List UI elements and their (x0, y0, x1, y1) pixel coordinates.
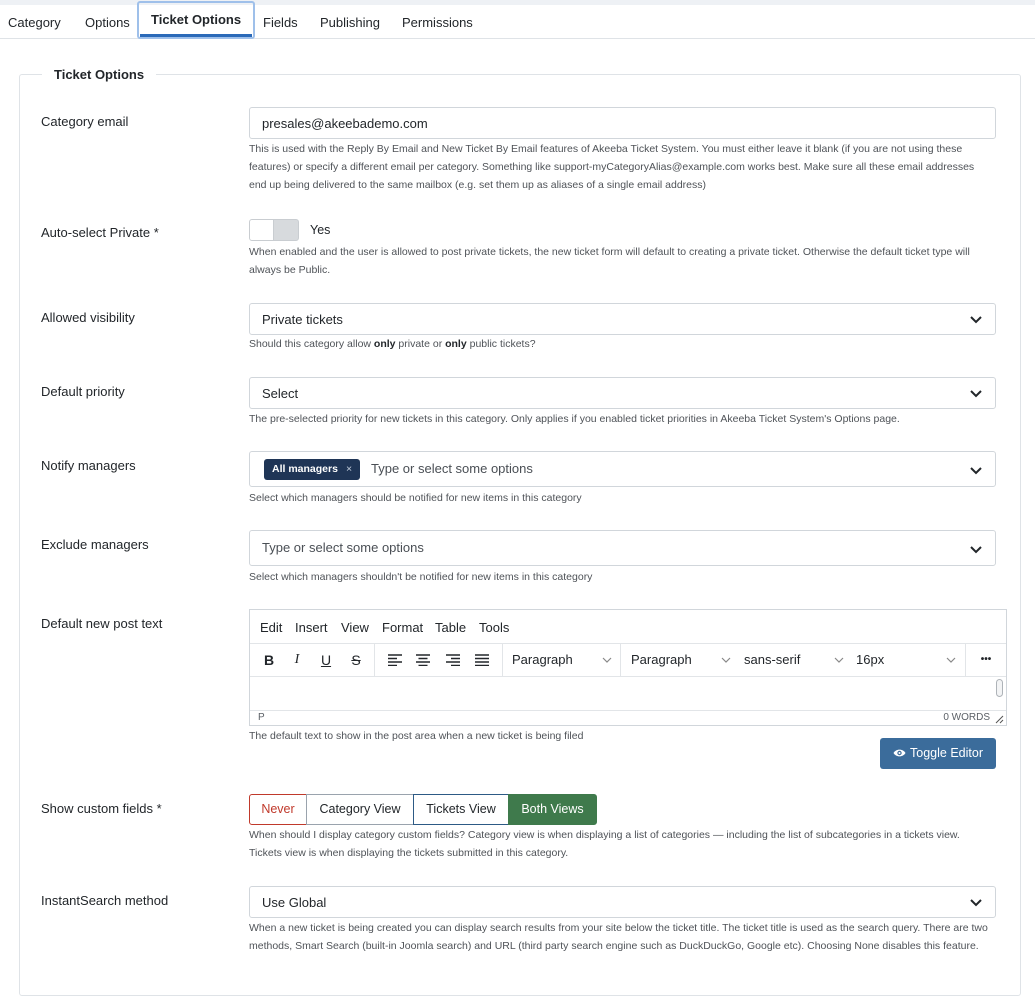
tab-bar (0, 5, 1035, 39)
notify-managers-label: Notify managers (41, 458, 136, 473)
option-tickets-view[interactable]: Tickets View (413, 794, 509, 825)
help-text: private or (395, 338, 446, 350)
editor-menubar (250, 610, 1006, 644)
tab-options[interactable]: Options (85, 15, 130, 30)
menu-edit[interactable]: Edit (260, 620, 283, 635)
exclude-managers-help: Select which managers shouldn't be notified for new items in this category (249, 571, 593, 583)
font-size-value: 16px (856, 652, 885, 667)
default-priority-select[interactable] (249, 377, 996, 409)
chevron-down-icon (969, 542, 983, 556)
default-priority-help: The pre-selected priority for new tickets in this category. Only applies if you enabled ticket priorities in Akeeba Ticket System's Options page. (249, 413, 900, 425)
paragraph-select[interactable] (631, 644, 731, 676)
editor-content-area[interactable] (250, 677, 1006, 710)
chevron-down-icon (946, 656, 956, 664)
toggle-knob (250, 220, 274, 240)
help-bold: only (373, 338, 396, 350)
toggle-editor-button[interactable] (880, 738, 996, 769)
align-right-icon[interactable] (442, 644, 464, 676)
allowed-visibility-select[interactable] (249, 303, 996, 335)
auto-select-private-toggle[interactable] (249, 219, 299, 241)
rich-text-editor (249, 609, 1007, 726)
option-category-view[interactable]: Category View (306, 794, 414, 825)
paragraph-value: Paragraph (631, 652, 692, 667)
block-format-select[interactable] (512, 644, 612, 676)
editor-scrollbar[interactable] (996, 679, 1003, 697)
instant-search-label: InstantSearch method (41, 893, 169, 908)
chevron-down-icon (969, 895, 983, 909)
show-custom-fields-label: Show custom fields * (41, 801, 162, 816)
chevron-down-icon (721, 656, 731, 664)
menu-insert[interactable]: Insert (295, 620, 328, 635)
category-email-help: This is used with the Reply By Email and New Ticket By Email features of Akeeba Ticket System. You must either leave it blank (if you are not using these features) or specify a different email per category. Something like support-myCategoryAlias@example.com works best. Make sure all these email addresses end up being delivered to the same mailbox (e.g. set them up as aliases of a single email address) (249, 143, 975, 191)
notify-managers-help: Select which managers should be notified for new items in this category (249, 492, 582, 504)
toggle-editor-label: Toggle Editor (910, 746, 983, 760)
notify-managers-placeholder[interactable]: Type or select some options (371, 461, 533, 476)
word-count[interactable]: 0 WORDS (943, 712, 990, 723)
more-icon[interactable]: ••• (980, 654, 992, 665)
active-tab-underline (140, 34, 252, 37)
instant-search-select[interactable] (249, 886, 996, 918)
show-custom-fields-help: When should I display category custom fields? Category view is when displaying a list of categories — including the list of subcategories in a tickets view. Tickets view is when displaying the tickets submitted in this category. (249, 829, 960, 859)
help-text: public tickets? (466, 338, 536, 350)
category-email-value: presales@akeebademo.com (262, 116, 428, 131)
tab-fields[interactable]: Fields (263, 15, 298, 30)
align-left-icon[interactable] (384, 644, 406, 676)
align-center-icon[interactable] (412, 644, 434, 676)
chevron-down-icon (969, 463, 983, 477)
chevron-down-icon (969, 386, 983, 400)
auto-select-private-label: Auto-select Private * (41, 225, 159, 240)
chip-remove-icon[interactable]: × (345, 463, 353, 475)
toolbar-separator (502, 644, 503, 676)
menu-tools[interactable]: Tools (479, 620, 510, 635)
italic-button[interactable]: I (294, 652, 300, 667)
instant-search-help: When a new ticket is being created you can display search results from your site below the ticket title. The ticket title is used as the search query. There are two methods, Smart Search (built-in Joomla search) and URL (third party search engine such as DuckDuckGo, Google etc). Choosing None disables this feature. (249, 922, 988, 952)
option-never[interactable]: Never (249, 794, 307, 825)
notify-managers-select[interactable] (249, 451, 996, 487)
default-post-text-label: Default new post text (41, 616, 163, 631)
bold-button[interactable]: B (263, 652, 275, 668)
tab-publishing[interactable]: Publishing (320, 15, 380, 30)
category-email-label: Category email (41, 114, 129, 129)
resize-handle-icon[interactable] (995, 715, 1004, 724)
underline-button[interactable]: U (320, 652, 332, 668)
manager-chip (264, 459, 360, 480)
font-size-select[interactable] (856, 644, 956, 676)
toolbar-separator (965, 644, 966, 676)
exclude-managers-select[interactable] (249, 530, 996, 566)
eye-icon (893, 748, 906, 758)
exclude-managers-placeholder[interactable]: Type or select some options (262, 540, 424, 555)
tab-category[interactable]: Category (8, 15, 61, 30)
category-email-input[interactable] (249, 107, 996, 139)
default-post-text-help: The default text to show in the post area when a new ticket is being filed (249, 730, 584, 742)
toolbar-separator (620, 644, 621, 676)
font-family-value: sans-serif (744, 652, 801, 667)
allowed-visibility-label: Allowed visibility (41, 310, 135, 325)
help-bold: only (445, 338, 467, 350)
element-path[interactable]: P (258, 712, 265, 723)
fieldset-legend: Ticket Options (42, 67, 156, 82)
align-justify-icon[interactable] (471, 644, 493, 676)
toolbar-separator (374, 644, 375, 676)
chip-label: All managers (272, 463, 338, 475)
editor-toolbar (250, 644, 1006, 677)
chevron-down-icon (969, 312, 983, 326)
menu-view[interactable]: View (341, 620, 369, 635)
help-text: Should this category allow (249, 338, 374, 350)
chevron-down-icon (602, 656, 612, 664)
block-format-value: Paragraph (512, 652, 573, 667)
option-both-views[interactable]: Both Views (508, 794, 597, 825)
allowed-visibility-help (249, 335, 994, 353)
chevron-down-icon (834, 656, 844, 664)
menu-format[interactable]: Format (382, 620, 424, 635)
allowed-visibility-value: Private tickets (262, 312, 343, 327)
exclude-managers-label: Exclude managers (41, 537, 149, 552)
default-priority-value: Select (262, 386, 299, 401)
tab-permissions[interactable]: Permissions (402, 15, 473, 30)
auto-select-private-help: When enabled and the user is allowed to post private tickets, the new ticket form will default to creating a private ticket. Otherwise the default ticket type will always be Public. (249, 246, 970, 276)
tab-ticket-options[interactable] (137, 1, 255, 39)
tab-ticket-options-label: Ticket Options (151, 12, 242, 27)
font-family-select[interactable] (744, 644, 844, 676)
editor-statusbar (250, 710, 1006, 726)
auto-select-private-state: Yes (310, 223, 331, 237)
default-priority-label: Default priority (41, 384, 125, 399)
instant-search-value: Use Global (262, 895, 327, 910)
menu-table[interactable]: Table (435, 620, 467, 635)
strikethrough-button[interactable]: S (351, 652, 361, 668)
